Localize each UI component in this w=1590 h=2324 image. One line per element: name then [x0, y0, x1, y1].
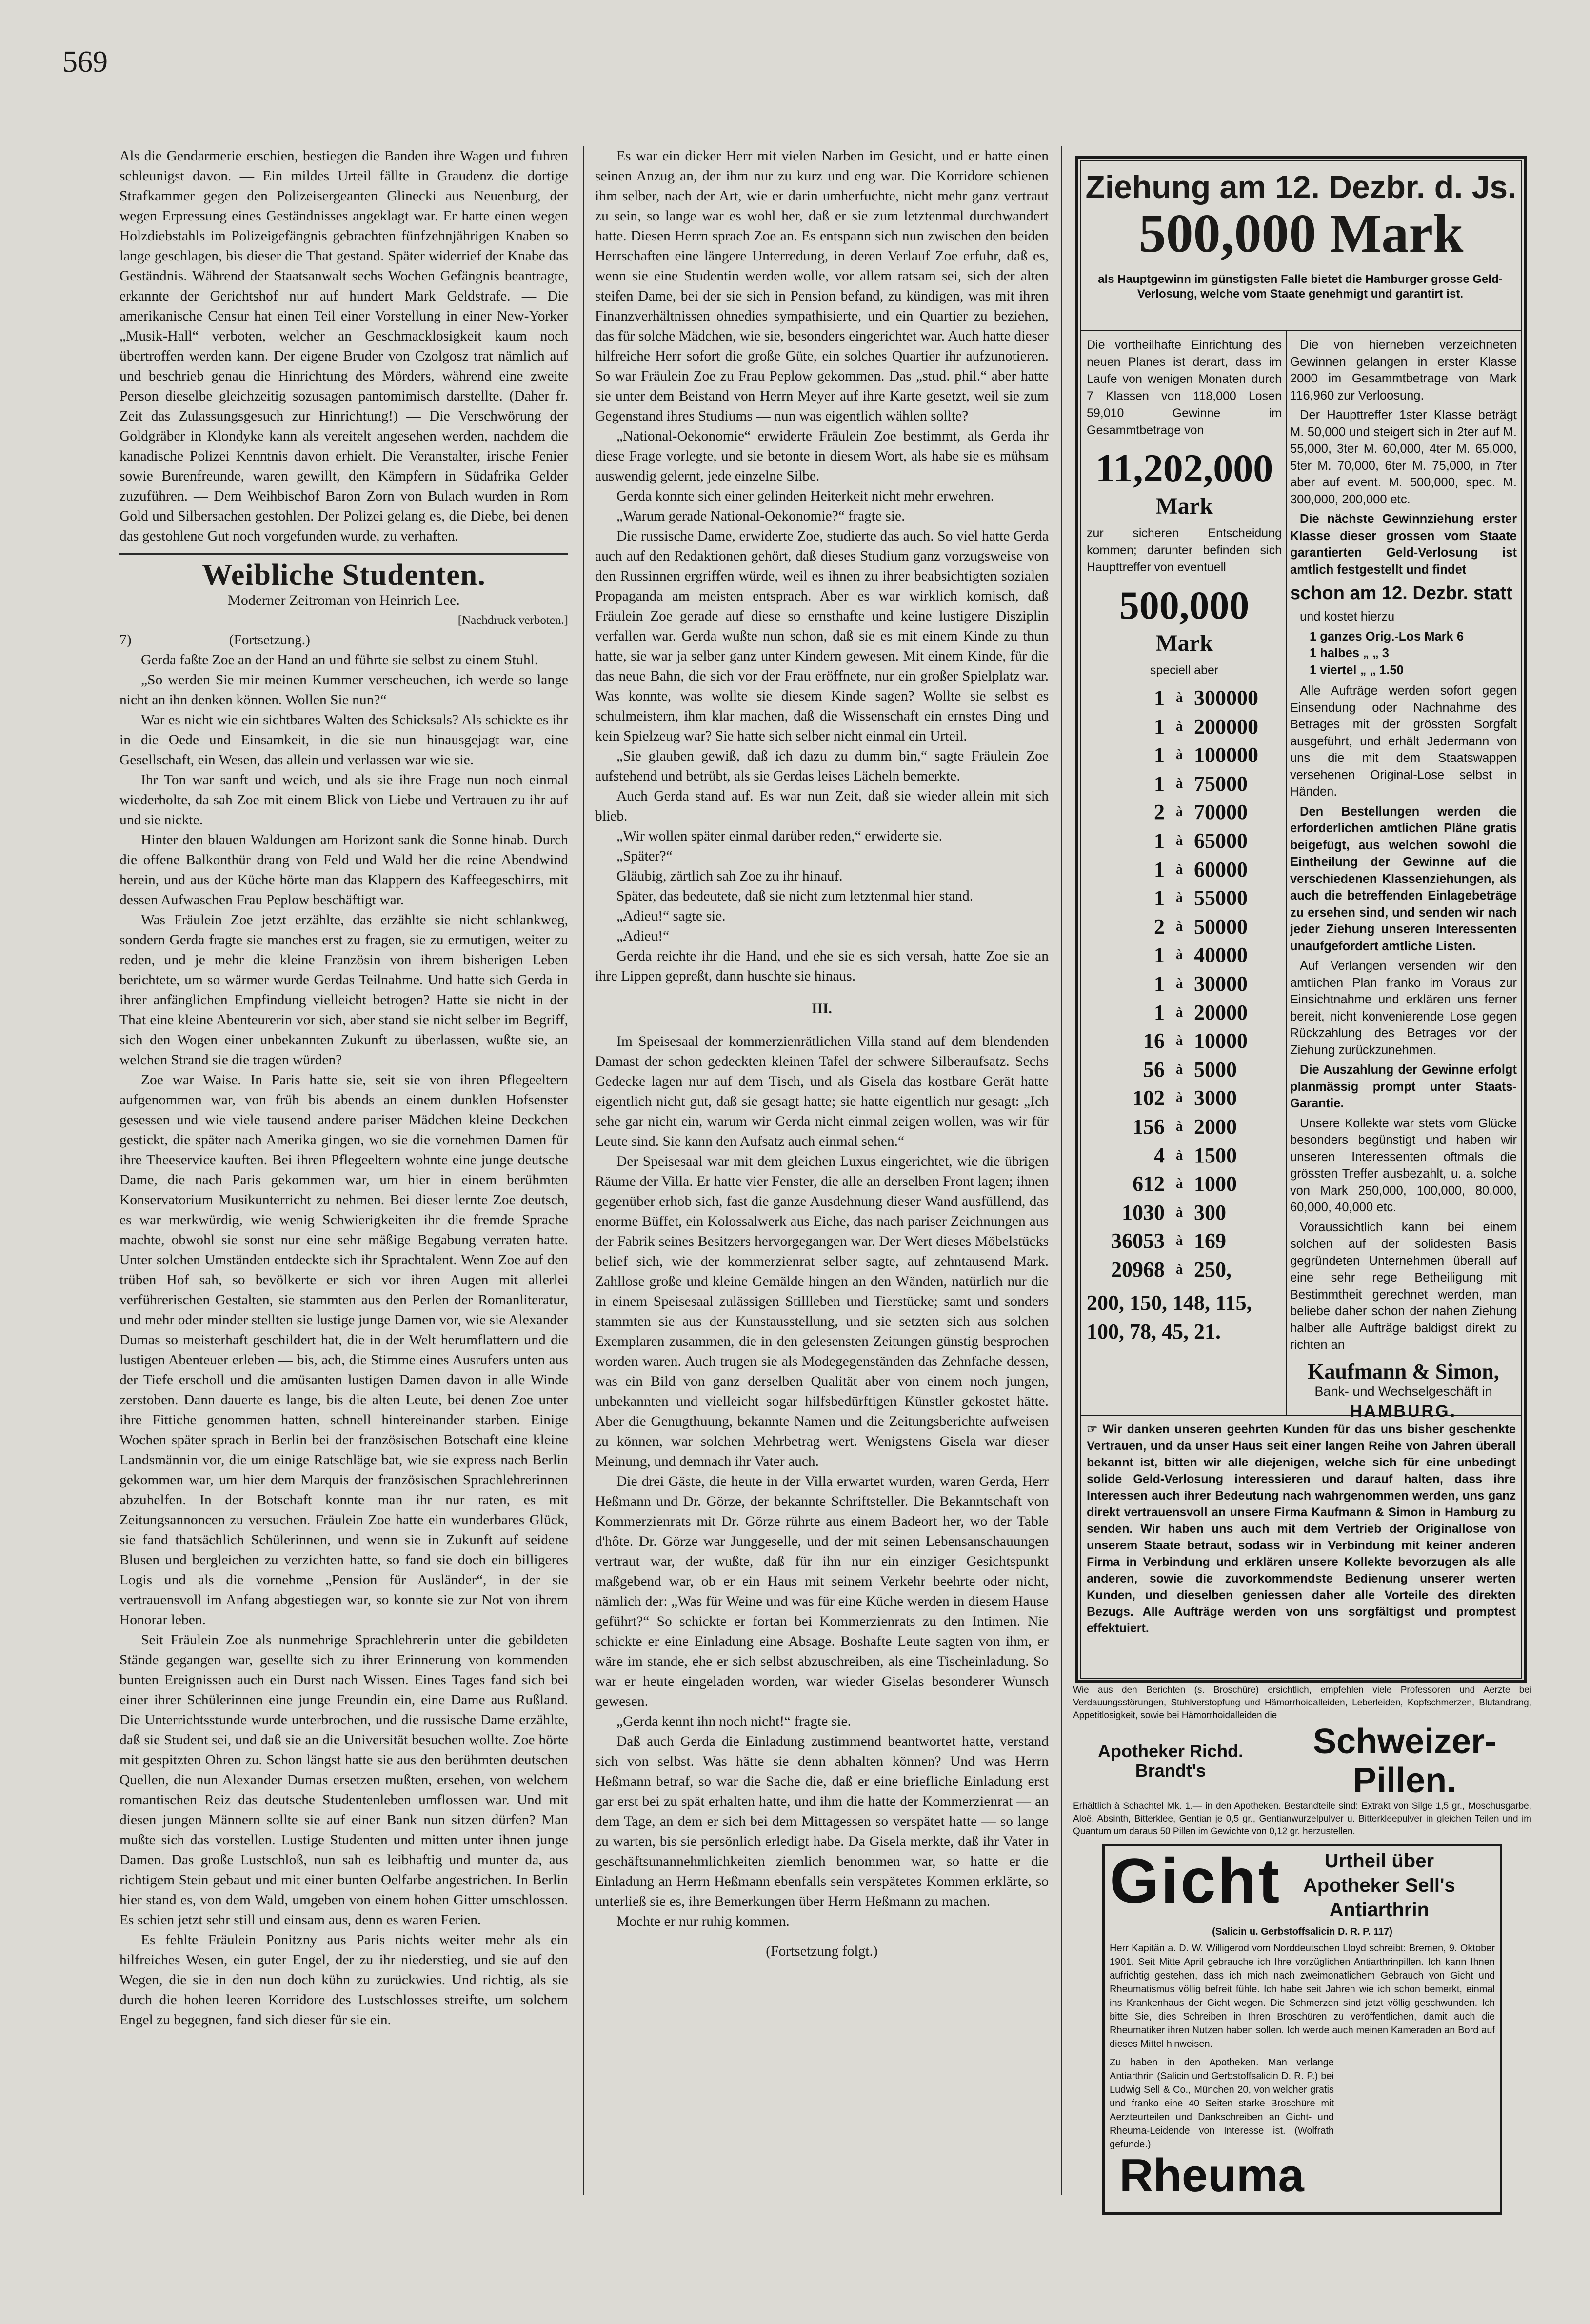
- paragraph: „Warum gerade National-Oekonomie?“ fragte sie.: [616, 508, 905, 524]
- prize-row: [1087, 827, 1282, 856]
- prize-a: à: [1176, 1119, 1183, 1134]
- paragraph: Was Fräulein Zoe jetzt erzählte, das erzählte sie nicht schlankweg, sondern Gerda fragte sie manches erst zu fragen, sie zu ermutigen, weiter zu reden, und je mehr die kleine Französin von ihrem bisherigen Leben berichtete, um so wärmer wurde Gerdas Teilnahme. Und hatte sich Gerda in ihrer anfänglichen Empfindung vielleicht betrogen? Hatte sie nicht in der That eine kleine Abenteurerin vor sich, aber stand sie nicht selber im Begriff, sich den Wogen einer unbekannten Zukunft zu überlassen, wußte sie, an welchen Strand sie die tragen würden?: [119, 912, 568, 1068]
- article-body-3: [595, 1032, 1049, 1932]
- ad-total-unit: Mark: [1155, 493, 1213, 519]
- prize-amount: 200000: [1194, 714, 1258, 739]
- prize-a: à: [1176, 919, 1183, 934]
- paragraph: Gerda reichte ihr die Hand, und ehe sie es sich versah, hatte Zoe sie an ihre Lippen gepreßt, dann huschte sie hinaus.: [595, 948, 1049, 984]
- prize-amount: 55000: [1194, 886, 1248, 910]
- gicht-right-title: Urtheil über Apotheker Sell's Antiarthrin: [1303, 1850, 1455, 1921]
- ad-firm-city: HAMBURG.: [1350, 1402, 1457, 1421]
- ad-total-sum: 11,202,000: [1095, 446, 1273, 490]
- prize-count: 1: [1154, 943, 1165, 967]
- prize-a: à: [1176, 1233, 1183, 1249]
- ad-right-text: Die nächste Gewinnziehung erster Klasse dieser grossen vom Staate garantierten Geld-Verlosung ist amtlich festgestellt und findet: [1290, 512, 1517, 577]
- prize-count: 1: [1154, 857, 1165, 882]
- prize-row: [1087, 999, 1282, 1027]
- ad-firm-name: Kaufmann & Simon,: [1308, 1359, 1499, 1383]
- prize-count: 2: [1154, 800, 1165, 824]
- paragraph: Ihr Ton war sanft und weich, und als sie ihre Frage nun noch einmal wiederholte, da sah Zoe mit einem Blick von Liebe und Vertrauen zu ihr auf und sie nickte.: [119, 772, 568, 828]
- prize-a: à: [1176, 1147, 1183, 1163]
- prize-amount: 65000: [1194, 828, 1248, 853]
- prize-amount: 75000: [1194, 771, 1248, 796]
- price-row: 1 ganzes Orig.-Los Mark 6: [1310, 629, 1464, 643]
- article-body-2: [595, 146, 1049, 986]
- continuation-note: (Fortsetzung.): [229, 632, 310, 648]
- prize-a: à: [1176, 833, 1183, 848]
- news-item: [119, 146, 568, 546]
- prize-a: à: [1176, 690, 1183, 705]
- prize-amount: 100000: [1194, 743, 1258, 767]
- ad-price-list: [1290, 628, 1517, 679]
- prize-row: [1087, 856, 1282, 884]
- prize-row: [1087, 798, 1282, 827]
- gicht-subtitle: (Salicin u. Gerbstoffsalicin D. R. P. 117): [1212, 1926, 1392, 1937]
- prize-row: [1087, 941, 1282, 970]
- ad-intro: als Hauptgewinn im günstigsten Falle bietet die Hamburger grosse Geld-Verlosung, welche vom Staate genehmigt und garantirt ist.: [1098, 273, 1503, 301]
- prize-row: [1087, 770, 1282, 799]
- section-rule: [119, 553, 568, 555]
- prize-amount: 5000: [1194, 1057, 1237, 1082]
- paragraph: Im Speisesaal der kommerzienrätlichen Villa stand auf dem blendenden Damast der schon gedeckten kleinen Tafel der schwere Silberaufsatz. Sechs Gedecke lagen nur auf dem Tisch, und als Gisela das kostbare Gerät hatte eigentlich nicht gut, daß sie gesagt hatte; sie hatte eigentlich nur gesagt: „Ich sehe gar nicht ein, warum wir Gerda nicht einmal zeigen wollen, was wir für Leute sind. Sie kann den Aufsatz auch einmal sehen.“: [595, 1034, 1049, 1149]
- paragraph: Es war ein dicker Herr mit vielen Narben im Gesicht, und er hatte einen seinen Anzug an, der ihm nur zu kurz und eng war. Die Korridore schienen ihm selber, nach der Art, wie er darin umherfuchte, nicht mehr ganz vertraut zu sein, so lange war es wohl her, daß er sie zum letztenmal durchwandert hatte. Diesen Herrn sprach Zoe an. Es entspann sich nun zwischen den beiden Herrschaften eine längere Unterredung, in deren Verlauf Zoe erfuhr, daß es, wenn sie eine Studentin werden wolle, vor allem ratsam sei, sich der alten steifen Dame, bei der sie sich in Pension befand, zu kündigen, was mit ihren Finanzverhältnissen ohnedies sympathisierte, und ein Quartier zu beziehen, das für solche Mädchen, wie sie, besonders eingerichtet war. Auch hatte dieser hilfreiche Herr sofort die große Güte, ein solches Quartier ihr aufzunotieren. So war Fräulein Zoe zu Frau Peplow gekommen. Das „stud. phil.“ aber hatte sie unter dem Beistand von Herrn Meyer auf ihre Karte gesetzt, weil sie zum Gegenstand ihres Studiums — nun was eigentlich wählen sollte?: [595, 148, 1049, 424]
- ad-plan-text: Die vortheilhafte Einrichtung des neuen Planes ist derart, dass im Laufe von wenigen Monaten durch 7 Klassen von 118,000 Losen 59,010 Gewinne im Gesammtbetrage von: [1087, 338, 1282, 437]
- prize-a: à: [1176, 776, 1183, 791]
- prize-count: 36053: [1111, 1229, 1165, 1253]
- paragraph: „Sie glauben gewiß, daß ich dazu zu dumm bin,“ sagte Fräulein Zoe aufstehend und betrübt, als sie Gerdas leises Lächeln bemerkte.: [595, 748, 1049, 784]
- installment-number: 7): [119, 632, 132, 648]
- prize-row: [1087, 1084, 1282, 1113]
- paragraph: Gerda faßte Zoe an der Hand an und führte sie selbst zu einem Stuhl.: [141, 652, 538, 668]
- prize-row: [1087, 913, 1282, 942]
- ad-plan-text-2: zur sicheren Entscheidung kommen; darunter befinden sich Haupttreffer von eventuell: [1087, 526, 1282, 574]
- ad-prize-tail-2: 100, 78, 45, 21.: [1087, 1320, 1221, 1344]
- prize-a: à: [1176, 861, 1183, 877]
- paragraph: Gerda konnte sich einer gelinden Heiterkeit nicht mehr erwehren.: [616, 488, 994, 504]
- prize-amount: 2000: [1194, 1114, 1237, 1139]
- paragraph: Daß auch Gerda die Einladung zustimmend beantwortet hatte, verstand sich von selbst. Was hätte sie denn abhalten können? Und was Herrn Heßmann betraf, so war die Sache die, daß er eine briefliche Einladung erst gar erst bei zu spät erhalten hatte, und ihm die hatte der Kommerzienrat — an dem Tage, an dem er sich bei dem Mittagessen so verspätet hatte — so lange zu warten, bis sie persönlich erledigt habe. Da Gisela merkte, daß ihr Vater in geschäftsunannehmlichkeiten ziemlich benommen war, so hatte er die Einladung an Herrn Heßmann ebenfalls sein verspätetes Kommen erklärte, so unterließ sie es, ihre Bemerkungen über Herrn Heßmann zu machen.: [595, 1734, 1049, 1909]
- prize-a: à: [1176, 976, 1183, 991]
- paragraph: Die russische Dame, erwiderte Zoe, studierte das auch. So viel hatte Gerda auch auf den Redaktionen gehört, daß dieses Studium ganz vorzugsweise von den Russinnen ergriffen würde, weil es ihnen zu ihrer beabsichtigten sozialen Propaganda am meisten entsprach. Aber es war wirklich komisch, daß Fräulein Zoe gerade auf diese so ernsthafte und keine lustigere Disziplin verfallen war. Gerda wußte nun schon, daß sie es mit einem Kinde zu thun hatte, sie war ja selber ganz unter Kindern gewesen. Mit einem Kinde, für die das neue Bahn, die sich vor der Frau eröffnete, nur ein großer Spielplatz war. Was konnte, was wollte sie diesem Kinde sagen? Wollte sie selbst es schulmeistern, ihm klar machen, daß die Wissenschaft ein ernstes Ding und kein Spielzeug war? Sie hatte sich selber nicht einmal ein Urteil.: [595, 528, 1049, 744]
- gicht-header: [1110, 1845, 1495, 1922]
- reprint-note: [Nachdruck verboten.]: [457, 614, 568, 627]
- prize-row: [1087, 1113, 1282, 1142]
- prize-count: 20968: [1111, 1257, 1165, 1282]
- prize-a: à: [1176, 1262, 1183, 1277]
- prize-count: 612: [1133, 1172, 1165, 1196]
- prize-count: 16: [1143, 1029, 1165, 1053]
- paragraph: Mochte er nur ruhig kommen.: [616, 1914, 790, 1929]
- paragraph: Als die Gendarmerie erschien, bestiegen die Banden ihre Wagen und fuhren schleunigst davon. — Ein mildes Urteil fällte in Graudenz die dortige Strafkammer gegen den Polizeisergeanten Glinecki aus Neuenburg, der wegen Erpressung eines Geständnisses angeklagt war. Er hatte einen wegen Holzdiebstahls im Polizeigefängnis gebrachten fünfzehnjährigen Knaben so lange geschlagen, bis dieser die That gestand. Später widerrief der Knabe das Geständnis. Während der Staatsanwalt sechs Wochen Gefängnis beantragte, erkannte der Gerichtshof nur auf hundert Mark Geldstrafe. — Die amerikanische Censur hat einen Teil einer Vorstellung in einer New-Yorker „Musik-Hall“ verboten, welcher an Geschmacklosigkeit kaum noch übertroffen werden kann. Der eigene Bruder von Czolgosz trat nämlich auf und beschrieb genau die Hinrichtung des Mörders, während eine zweite Person dieselbe gleichzeitig sozusagen pantomimisch darstellte. (Daher fr. Zeit das Zulassungsgesuch zur Hinrichtung!) — Die Verschwörung der Goldgräber in Klondyke kann als vereitelt angesehen werden, nachdem die kanadische Polizei Kenntnis davon erhielt. Die Veranstalter, irische Fenier sowie Burenfreunde, waren gewillt, den Kämpfern in Südafrika Gelder zuzuführen. — Dem Weihbischof Baron Zorn von Bulach wurden in Rom Gold und Silbersachen gestohlen. Der Polizei gelang es, die Diebe, bei denen das gestohlene Gut noch vorgefunden wurde, zu verhaften.: [119, 148, 568, 544]
- prize-row: [1087, 684, 1282, 713]
- pillen-text: Wie aus den Berichten (s. Broschüre) ersichtlich, empfehlen viele Professoren und Aerzte bei Verdauungsstörungen, Stuhlverstopfung und Hämorrhoidalleiden, Leberleiden, Kopfschmerzen, Blutandrang, Appetitlosigkeit, sowie bei Hämorrhoidalleiden die: [1073, 1685, 1531, 1721]
- prize-row: [1087, 741, 1282, 770]
- paragraph: Es fehlte Fräulein Ponitzny aus Paris nichts weiter mehr als ein hilfreiches Wesen, ein guter Engel, der zu ihr niederstieg, und sie auf den Wegen, die sie in den nun doch kühn zu zurückwies. Und richtig, als sie durch die hohen leeren Korridore des Lustschlosses streifte, um solchem Engel zu begegnen, fand sich dieser für sie ein.: [119, 1932, 568, 2028]
- article-column-2: [595, 146, 1049, 1962]
- ad-draw-date: Ziehung am 12. Dezbr. d. Js.: [1085, 169, 1517, 205]
- prize-amount: 169: [1194, 1229, 1226, 1253]
- prize-count: 102: [1133, 1086, 1165, 1110]
- ad-right-column: [1290, 337, 1517, 1422]
- ad-right-text: Die Auszahlung der Gewinne erfolgt planmässig prompt unter Staats-Garantie.: [1290, 1063, 1517, 1110]
- prize-a: à: [1176, 1176, 1183, 1192]
- prize-row: [1087, 1170, 1282, 1199]
- prize-count: 1: [1154, 771, 1165, 796]
- prize-amount: 40000: [1194, 943, 1248, 967]
- price-row: 1 viertel „ „ 1.50: [1310, 663, 1404, 677]
- prize-amount: 300000: [1194, 686, 1258, 710]
- prize-amount: 250,: [1194, 1257, 1232, 1282]
- ad-right-text: Unsere Kollekte war stets vom Glücke besonders begünstigt und haben wir unseren Interessenten oftmals die grössten Treffer ausbezahlt, u. a. solche von Mark 250,000, 100,000, 80,000, 60,000, 40,000 etc.: [1290, 1116, 1517, 1214]
- prize-count: 1: [1154, 743, 1165, 767]
- article-byline: Moderner Zeitroman von Heinrich Lee.: [228, 592, 460, 608]
- price-row: 1 halbes „ „ 3: [1310, 646, 1389, 660]
- prize-a: à: [1176, 1004, 1183, 1020]
- ad-left-column: [1087, 337, 1282, 1346]
- prize-count: 2: [1154, 914, 1165, 939]
- prize-amount: 50000: [1194, 914, 1248, 939]
- prize-amount: 60000: [1194, 857, 1248, 882]
- gicht-title: Gicht: [1110, 1845, 1282, 1916]
- column-rule-1: [583, 146, 584, 2195]
- ad-top-prize-unit: Mark: [1155, 630, 1213, 656]
- paragraph: Die drei Gäste, die heute in der Villa erwartet wurden, waren Gerda, Herr Heßmann und Dr. Görze, der bekannte Schriftsteller. Die Bekanntschaft von Kommerzienrats mit Dr. Görze rührte aus einem Badeort her, wo der Table d'hôte. Dr. Görze war Junggeselle, und der mit seinen Lebensanschauungen vertraut war, der wußte, daß für ihn nur ein einziger Gesichtspunkt maßgebend war, ob er ein Haus mit seinem Verkehr beehrte oder nicht, nämlich der: „Was für Weine und was für eine Küche werden in diesem Hause geführt?“ So schickte er fortan bei Kommerzienrats zu den Intimen. Nie schickte er eine Einladung eine Absage. Boshafte Leute sagten von ihm, er wäre im stande, ehe er sich selbst abzuschreiben, als eine Tischeinladung. So war er heute eingeladen worden, war wieder Giselas besonderer Wunsch gewesen.: [595, 1474, 1049, 1709]
- paragraph: Der Speisesaal war mit dem gleichen Luxus eingerichtet, wie die übrigen Räume der Villa. Er hatte vier Fenster, die alle an derselben Front lagen; ihnen gegenüber erhob sich, fast die ganze Ausdehnung dieser Wand ausfüllend, das enorme Büffet, ein Kolossalwerk aus Eiche, das nach pariser Zeichnungen aus der Fabrik seines Besitzers hervorgegangen war. Der Wert dieses Möbelstücks belief sich, wie der kommerzienrat selber sagte, auf zehntausend Mark. Zahllose große und kleine Gemälde hingen an den Wänden, natürlich nur die in einem Speisesaal zulässigen Stillleben und Tierstücke; samt und sonders stammten sie aus der Kunstausstellung, und sie setzten sich aus solchen Exemplaren zusammen, die in den gelesensten Zeitungen günstig besprochen worden waren. Auch trugen sie als Modegegenständen das Zehnfache dessen, was ein Bild von ganz derselben Qualität aber von einem noch jungen, unbekannten und vielleicht sogar hilfsbedürftigen Künstler gekostet hätte. Aber die Genugthuung, bekannte Namen und die Zeitungsberichte aufweisen zu können, war solchen Mehrbetrag wert. Wenigstens Gisela war dieser Meinung, und demnach ihr Vater auch.: [595, 1154, 1049, 1469]
- prize-row: [1087, 713, 1282, 741]
- prize-amount: 20000: [1194, 1000, 1248, 1024]
- paragraph: „Gerda kennt ihn noch nicht!“ fragte sie.: [616, 1714, 851, 1729]
- paragraph: Hinter den blauen Waldungen am Horizont sank die Sonne hinab. Durch die offene Balkonthür drang von Feld und Wald her die reine Abendwind herein, und aus der Küche hörte man das Klappern des Kaffeegeschirrs, mit dessen Aufwaschen Frau Peplow beschäftigt war.: [119, 832, 568, 908]
- prize-a: à: [1176, 890, 1183, 906]
- prize-a: à: [1176, 804, 1183, 820]
- prize-count: 1: [1154, 686, 1165, 710]
- prize-amount: 70000: [1194, 800, 1248, 824]
- paragraph: „Adieu!“ sagte sie.: [616, 908, 726, 924]
- prize-count: 4: [1154, 1143, 1165, 1167]
- article-body: [119, 650, 568, 2030]
- column-rule-2: [1061, 146, 1062, 2195]
- paragraph: „Wir wollen später einmal darüber reden,“ erwiderte sie.: [616, 828, 942, 844]
- paragraph: Seit Fräulein Zoe als nunmehrige Sprachlehrerin unter die gebildeten Stände gegangen war, gesellte sich zu ihrer Erinnerung von kommenden bunten Ereignissen auch ein Durst nach Wissen. Eines Tages fand sich bei einer ihrer Schülerinnen eine junge Freundin ein, eine Dame aus Rußland. Die Unterrichtsstunde wurde unterbrochen, und die russische Dame erzählte, daß sie Student sei, und daß sie an die Universität besuchen wollte. Zoe hörte mit gespitzten Ohren zu. Schon längst hatte sie aus den berühmten deutschen Quellen, die nun Alexander Dumas ersetzen mußten, ersehen, von welchem romantischen Reiz das deutsche Studentenleben umflossen war. Und mit diesen jungen Männern sollte sie auf einer Bank nun sitzen dürfen? Man mußte sich das vorstellen. Lustige Studenten und mitten unter ihnen junge Damen. Das große Lustschloß, nun sah es leibhaftig und munter da, aus richtigem Stein gebaut und mit einer bunten Oelfarbe angestrichen. In Berlin hier stand es, von dem Wald, umgeben von einem hohen Gitter umschlossen. Es schien jetzt sehr still und einsam aus, denn es waren Ferien.: [119, 1632, 568, 1928]
- prize-count: 56: [1143, 1057, 1165, 1082]
- paragraph: „So werden Sie mir meinen Kummer verscheuchen, ich werde so lange nicht an ihn denken können. Wollen Sie nun?“: [119, 672, 568, 708]
- paragraph: War es nicht wie ein sichtbares Walten des Schicksals? Als schickte es ihr in die Oede und Einsamkeit, in die sie nun hinausgejagt war, eine Gesellschaft, ein Wesen, das allein und verlassen war wie sie.: [119, 712, 568, 768]
- ad-right-text: Voraussichtlich kann bei einem solchen auf der solidesten Basis gegründeten Unternehmen überall auf eine sehr rege Betheiligung mit Bestimmtheit gerechnet werden, man beliebe daher schon der nahen Ziehung halber alle Aufträge baldigst direkt zu richten an: [1290, 1220, 1517, 1352]
- prize-count: 1: [1154, 971, 1165, 996]
- pillen-logo: [1073, 1722, 1531, 1800]
- prize-amount: 3000: [1194, 1086, 1237, 1110]
- paragraph: Auch Gerda stand auf. Es war nun Zeit, daß sie wieder allein mit sich blieb.: [595, 788, 1049, 824]
- prize-amount: 30000: [1194, 971, 1248, 996]
- prize-count: 1: [1154, 886, 1165, 910]
- prize-count: 156: [1133, 1114, 1165, 1139]
- installment-line: [119, 630, 568, 650]
- gicht-text: Herr Kapitän a. D. W. Willigerod vom Norddeutschen Lloyd schreibt: Bremen, 9. Oktober 1901. Seit Mitte April gebrauche ich Ihre vorzüglichen Antiarthrinpillen. Ich kann Ihnen aufrichtig gestehen, dass ich mich nach zweimonatlichem Gebrauch von Gicht und Rheumatismus völlig befreit fühle. Ich habe seit Jahren wie ich schon bemerkt, einmal ins Krankenhaus der Gicht wegen. Die Schmerzen sind jetzt völlig geschwunden. Ich bitte Sie, dies Schreiben in Ihren Broschüren zu veröffentlichen, damit auch die Rheumatiker ihren Nutzen haben sollen. Ich werde auch meinen Kameraden an Bord auf dieses Mittel hinweisen.: [1110, 1943, 1495, 2049]
- to-be-continued: (Fortsetzung folgt.): [766, 1943, 878, 1959]
- pillen-ad: [1073, 1684, 1531, 1838]
- paragraph: „Später?“: [616, 848, 673, 864]
- article-headline: Weibliche Studenten.: [202, 559, 486, 592]
- prize-count: 1: [1154, 828, 1165, 853]
- ad-main-prize: 500,000 Mark: [1138, 203, 1464, 264]
- prize-row: [1087, 1056, 1282, 1084]
- ad-right-text: Auf Verlangen versenden wir den amtlichen Plan franko im Voraus zur Einsichtnahme und erklären uns ferner bereit, nicht konvenierende Lose gegen Rückzahlung des Betrages vor der Ziehung zurückzunehmen.: [1290, 959, 1517, 1057]
- ad-right-text: Den Bestellungen werden die erforderlichen amtlichen Pläne gratis beigefügt, aus welchen sowohl die Eintheilung der Gewinne auf die verschiedenen Klassenziehungen, als auch die betreffenden Einlagebeträge zu ersehen sind, und senden wir nach jeder Ziehung unseren Interessenten unaufgefordert amtliche Listen.: [1290, 804, 1517, 953]
- ad-column-divider: [1286, 330, 1287, 1415]
- paragraph: „National-Oekonomie“ erwiderte Fräulein Zoe bestimmt, als Gerda ihr diese Frage vorlegte, und sie betonte in diesem Wort, als habe sie es mühsam auswendig gelernt, jede einzelne Silbe.: [595, 428, 1049, 484]
- pillen-text-2: Erhältlich à Schachtel Mk. 1.— in den Apotheken. Bestandteile sind: Extrakt von Silge 1,5 gr., Moschusgarbe, Aloë, Absinth, Bitterklee, Gentian je 0,5 gr., Gentianwurzelpulver u. Bitterkleepulver in gleichen Teilen und im Quantum um daraus 50 Pillen im Gewichte von 0,12 gr. herzustellen.: [1073, 1801, 1531, 1837]
- prize-row: [1087, 884, 1282, 913]
- prize-amount: 1000: [1194, 1172, 1237, 1196]
- paragraph: „Adieu!“: [616, 928, 670, 944]
- prize-row: [1087, 1199, 1282, 1227]
- ad-prize-table: [1087, 684, 1282, 1284]
- prize-row: [1087, 1256, 1282, 1284]
- prize-count: 1: [1154, 1000, 1165, 1024]
- section-number: III.: [812, 1001, 832, 1017]
- rheuma-label: Rheuma: [1119, 2149, 1304, 2202]
- prize-a: à: [1176, 1204, 1183, 1220]
- pillen-logo-left: Apotheker Richd. Brandt's: [1098, 1741, 1244, 1781]
- prize-a: à: [1176, 1033, 1183, 1049]
- prize-amount: 10000: [1194, 1029, 1248, 1053]
- prize-row: [1087, 1142, 1282, 1170]
- ad-draw-note: schon am 12. Dezbr. statt: [1290, 583, 1513, 603]
- paragraph: Gläubig, zärtlich sah Zoe zu ihr hinauf.: [616, 868, 843, 884]
- prize-row: [1087, 970, 1282, 999]
- paragraph: Zoe war Waise. In Paris hatte sie, seit sie von ihren Pflegeeltern aufgenommen war, von früh bis abends an einem dunklen Hofsenster gesessen und wie viele tausend andere pariser Mädchen kleine Deckchen gestickt, die später nach Amerika gingen, wo sie die vornehmen Damen für ihre Theeservice kauften. Bei ihren Pflegeeltern wohnte eine junge deutsche Dame, die nach Paris gekommen war, um hier in einem berühmten Konservatorium Musikunterricht zu nehmen. Bei dieser lernte Zoe deutsch, es war merkwürdig, wie wenig Schwierigkeiten ihr die fremde Sprache machte, obwohl sie sonst nur eine sehr mäßige Begabung verraten hatte. Unter solchen Umständen entdeckte sich ihr Sprachtalent. Wenn Zoe auf den trüben Hof sah, so bevölkerte er sich vor ihren Augen mit allerlei verführerischen Gestalten, sie stammten aus den Perlen der Romanliteratur, und mehr oder minder stellten sie lustige junge Damen vor, wie sie Alexander Dumas so meisterhaft geschildert hat, die in der Welt herumflattern und die lustigen Abenteuer erleben — bis, ach, die Stimme eines Ausrufers unten aus der Tiefe erscholl und die amüsanten lustigen Damen davon in alle Winde zerstoben. Dann dauerte es lange, bis die alten Leute, bei denen Zoe unter ihre Fittiche genommen hatten, schnell hintereinander starben. Einige Wochen später sprach in Berlin bei der französischen Botschaft eine kleine Landsmännin vor, die um einige Ratschläge bat, wie sie express nach Berlin gekommen war, um hier dem Marquis der französischen Sprachlehrerinnen abzuhelfen. In der Botschaft konnte man ihr nur raten, es mit Zeitungsannoncen zu versuchen. Fräulein Zoe hatte ein wunderbares Glück, sie fand thatsächlich Schülerinnen, und wenn sie in Zukunft auf seidene Blusen und bergleichen zu verzichten hatte, so fand sie doch ein billigeres Logis und als die vornehme „Pension für Ausländer“, in der sie vertrauensvoll im Anfang abgestiegen war, so konnte sie zur Not von ihrem Honorar leben.: [119, 1072, 568, 1628]
- prize-amount: 1500: [1194, 1143, 1237, 1167]
- prize-count: 1030: [1122, 1200, 1165, 1224]
- ad-right-text: Die von hierneben verzeichneten Gewinnen gelangen in erster Klasse 2000 im Gesammtbetrage von Mark 116,960 zur Verloosung.: [1290, 338, 1517, 402]
- prize-a: à: [1176, 747, 1183, 763]
- gicht-text-2: Zu haben in den Apotheken. Man verlange Antiarthrin (Salicin und Gerbstoffsalicin D. R. P.) bei Ludwig Sell & Co., München 20, von welcher gratis und franko eine 40 Seiten starke Broschüre mit Aerzteurteilen und Dankschreiben an Gicht- und Rheuma-Leidende von Interesse ist. (Wolfrath gefunde.): [1110, 2057, 1334, 2150]
- gicht-ad: [1110, 1845, 1495, 2202]
- pillen-logo-right: Schweizer-Pillen.: [1312, 1722, 1497, 1800]
- ad-right-text: Der Haupttreffer 1ster Klasse beträgt M. 50,000 und steigert sich in 2ter auf M. 55,000, 3ter M. 60,000, 4ter M. 65,000, 5ter M. 70,000, 6ter M. 75,000, in 7ter aber auf event. M. 500,000, spec. M. 300,000, 200,000 etc.: [1290, 408, 1517, 506]
- prize-row: [1087, 1227, 1282, 1256]
- prize-row: [1087, 1027, 1282, 1056]
- paragraph: Später, das bedeutete, daß sie nicht zum letztenmal hier stand.: [616, 888, 974, 904]
- ad-prize-tail: [1087, 1289, 1282, 1346]
- prize-a: à: [1176, 1090, 1183, 1106]
- ad-prize-tail-1: 200, 150, 148, 115,: [1087, 1291, 1252, 1315]
- ad-special-label: speciell aber: [1150, 663, 1219, 677]
- ad-firm-desc: Bank- und Wechselgeschäft in: [1314, 1384, 1492, 1399]
- prize-a: à: [1176, 947, 1183, 963]
- ad-footer-text: ☞ Wir danken unseren geehrten Kunden für das uns bisher geschenkte Vertrauen, und da unser Haus seit einer langen Reihe von Jahren überall bekannt ist, bitten wir alle diejenigen, welche sich für eine unbedingt solide Geld-Verlosung interessieren und darauf halten, dass ihre Interessen auch ihrer Bedeutung nach wahrgenommen werden, uns ganz direkt vertrauensvoll an unsere Firma Kaufmann & Simon in Hamburg zu senden. Wir haben uns auch mit dem Vertrieb der Originallose von unserem Staate betraut, sodass wir in Verbindung mit keiner anderen Firma in Verbindung und erklären unsere Kollekte bevorzugen als alle anderen, sowie die zuvorkommendste Bedienung unserer werten Kunden, und dieselben geniessen daher alle Vorteile des direkten Bezugs. Alle Aufträge werden von uns sorgfältigst und promptest effektuiert.: [1087, 1422, 1516, 1635]
- ad-divider: [1080, 330, 1522, 331]
- prize-count: 1: [1154, 714, 1165, 739]
- article-column-1: [119, 146, 568, 2030]
- ad-right-text: Alle Aufträge werden sofort gegen Einsendung oder Nachnahme des Betrages mit der grössten Sorgfalt ausgeführt, und erhält Jedermann von uns die mit dem Staatswappen versehenen Original-Lose selbst in Händen.: [1290, 684, 1517, 799]
- prize-a: à: [1176, 719, 1183, 734]
- ad-right-text: und kostet hierzu: [1300, 610, 1395, 623]
- page-number: 569: [62, 45, 108, 79]
- prize-a: à: [1176, 1062, 1183, 1077]
- prize-amount: 300: [1194, 1200, 1226, 1224]
- ad-top-prize: 500,000: [1119, 583, 1250, 627]
